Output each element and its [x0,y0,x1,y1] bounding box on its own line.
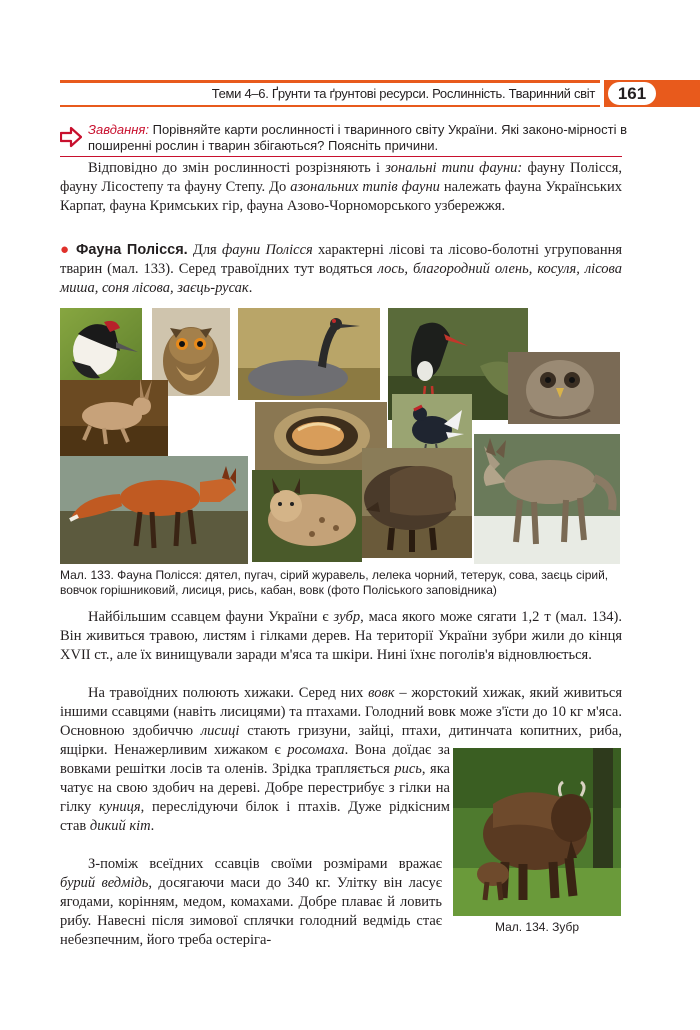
figure-133-caption: Мал. 133. Фауна Полісся: дятел, пугач, сірий журавель, лелека чорний, тетерук, сова, заєць сірий, вовчок горішниковий, лисиця, рись, кабан, вовк (фото Поліського заповідника) [60,568,609,597]
intro-text-2: фауну Полісся, фауну Лісостепу та фауну Степу. До [60,160,622,195]
bison-text-1: Найбільшим ссавцем фауни України є [88,609,334,625]
bison-text-2: , маса якого може сягати 1,2 т (мал. 134). Він живиться травою, листям і гілками дерев. На території України зубри жили до кінця XVII ст., але їх винищували заради м'яса та шкіри. Нині їхнє поголів'я відновлюється. [60,609,622,663]
pred-text-5: , яка чатує на свою здобич на дереві. Добре перестрибує з гілки на гілку [60,761,450,815]
intro-text-3: належать фауна Українських Карпат, фауна Кримських гір, фауна Азово-Чорноморського узбережжя. [60,179,622,214]
task-block [60,122,627,156]
figure-133-collage [60,306,620,564]
bear-text-1: З-поміж всеїдних ссавців своїми розмірами вражає [88,856,442,872]
pred-text-2: – жорстокий хижак, який живиться іншими ссавцями (навіть лисицями) та птахами. Голодний вовк може з'їсти до 10 кг м'яса. Основною здобиччю [60,685,623,739]
polissia-text-3: . [248,280,253,296]
photo-owl [508,352,620,424]
term-azonal-fauna: азональних типів фауни [290,179,440,195]
intro-text-1: Відповідно до змін рослинності розрізняють і [88,160,386,176]
photo-hare [60,378,168,460]
bullet-icon: ● [60,242,71,258]
figure-134-bison-photo [453,748,621,916]
header-top-rule [60,80,600,83]
term-wildcat: дикий кіт [89,818,151,834]
term-zonal-fauna: зональні типи фауни: [385,160,523,176]
term-fox: лисиці [200,723,240,739]
bear-text-2: , досягаючи маси до 340 кг. Улітку він ласує ягодами, корінням, медом, комахами. Добре плаває й ловить рибу. Навесні після зимової сплячки голодний ведмідь стає небезпечним, його треба остеріга- [60,875,442,948]
running-header: Теми 4–6. Ґрунти та ґрунтові ресурси. Рослинність. Тваринний світ [211,86,595,101]
polissia-herbivores: лось, благородний олень, косуля, лісова миша, соня лісова, заєць-русак [60,261,622,296]
photo-woodpecker [60,308,142,380]
page-number: 161 [606,80,658,107]
photo-boar [362,448,472,558]
polissia-text-1: Для [187,242,222,258]
polissia-term: фауни Полісся [221,242,313,258]
photo-fox [60,456,248,564]
bear-paragraph [60,855,442,950]
term-lynx: рись [394,761,422,777]
polissia-heading: Фауна Полісся. [75,242,188,258]
task-text [88,122,628,154]
term-wolf: вовк [368,685,395,701]
term-brown-bear: бурий ведмідь [60,875,149,891]
term-bison: зубр [333,609,361,625]
term-wolverine: росомаха [287,742,345,758]
bison-paragraph [60,608,622,665]
polissia-text-2: характерні лісові та лісово-болотні угруповання тварин (мал. 133). Серед травоїдних тут водяться [60,242,623,277]
bison-svg [453,748,621,916]
pred-text-6: , переслідуючи білок і птахів. Дуже рідкісним став [60,799,450,834]
task-body: Порівняйте карти рослинності і тваринного світу України. Які законо-мірності в поширенні рослин і тварин збігаються? Поясніть причини. [88,122,627,153]
intro-paragraph [60,159,622,216]
pred-text-4: . Вона доїдає за вовками решітки лосів та оленів. Зрідка трапляється [60,742,450,777]
header-bottom-rule [60,105,600,107]
task-label: Завдання: [88,122,149,137]
arrow-right-icon [60,126,82,148]
photo-wolf [474,434,620,564]
collage-svg [60,306,620,564]
term-marten: куниця [99,799,141,815]
figure-134-caption: Мал. 134. Зубр [494,920,580,934]
photo-crane [238,308,380,400]
task-underline [60,156,622,157]
pred-text-3: стають гризуни, зайці, птахи, дитинчата копитних, риба, ящірки. Ненажерливим хижаком є [60,723,622,758]
photo-lynx [252,470,362,562]
pred-text-1: На травоїдних полюють хижаки. Серед них [88,685,369,701]
polissia-paragraph [60,241,622,298]
pred-text-7: . [150,818,155,834]
